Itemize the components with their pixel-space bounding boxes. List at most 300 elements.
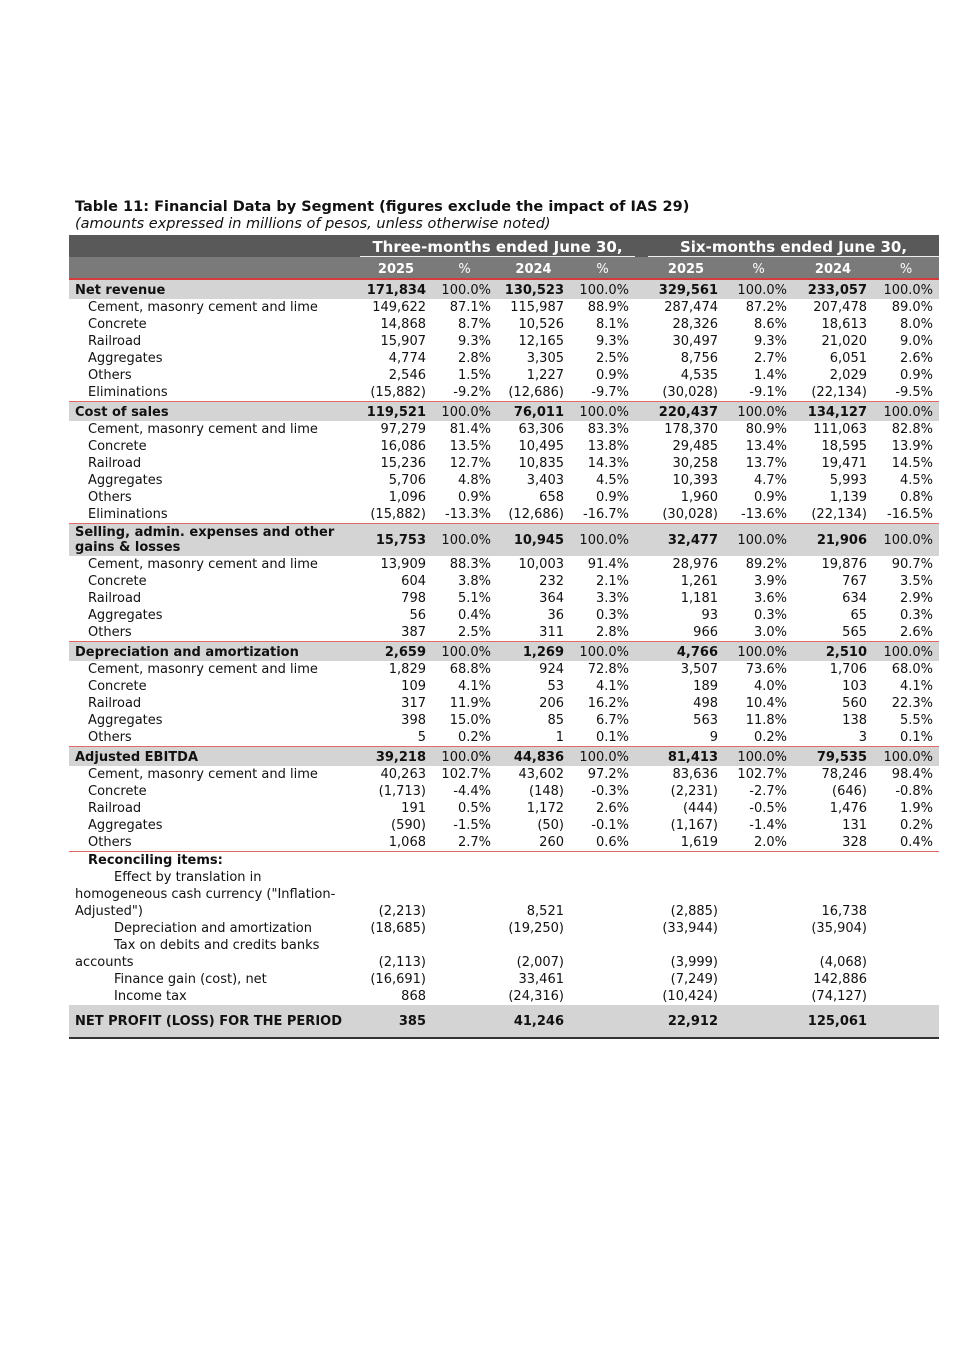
column-gap: [635, 800, 648, 817]
value-6m-2025: 1,619: [680, 835, 718, 850]
column-gap: [635, 367, 648, 384]
value-6m-2025: 498: [693, 696, 718, 711]
row-label: Concrete: [88, 439, 147, 454]
pct-6m-2025: 9.3%: [753, 334, 787, 349]
value-3m-2024: 232: [539, 574, 564, 589]
pct-6m-2024: 14.5%: [891, 456, 934, 471]
pct-3m-2025: 0.4%: [457, 608, 491, 623]
value-6m-2025: 178,370: [664, 422, 718, 437]
column-gap: [635, 766, 648, 783]
value-6m-2024: (22,134): [811, 385, 867, 400]
pct-3m-2025: 9.3%: [457, 334, 491, 349]
value-3m-2024: 10,526: [518, 317, 564, 332]
value-3m-2024: 63,306: [518, 422, 564, 437]
value-3m-2025: 14,868: [380, 317, 426, 332]
value-6m-2025: (444): [683, 801, 718, 816]
pct-6m-2025: 0.9%: [753, 490, 787, 505]
table-row: [69, 729, 939, 747]
column-gap: [635, 661, 648, 678]
col-3m-2024-pct: %: [570, 257, 635, 280]
pct-6m-2025: 0.2%: [753, 730, 787, 745]
reconciling-row: [69, 937, 939, 971]
pct-3m-2025: 0.5%: [457, 801, 491, 816]
empty-cell: [793, 852, 873, 870]
pct-6m-2025: 3.6%: [753, 591, 787, 606]
value-6m-2025: 81,413: [648, 747, 724, 767]
row-label: Others: [88, 490, 132, 505]
value-6m-2025: 9: [709, 730, 718, 745]
pct-6m-2025: 1.4%: [753, 368, 787, 383]
section-row: [69, 642, 939, 662]
value-6m-2024: 131: [842, 818, 867, 833]
pct-3m-2024: 100.0%: [570, 524, 635, 557]
value-6m-2024: 19,876: [821, 557, 867, 572]
value-6m-2024: 21,020: [821, 334, 867, 349]
pct-6m-2025: -9.1%: [749, 385, 787, 400]
column-gap: [635, 333, 648, 350]
table-subtitle: (amounts expressed in millions of pesos, unless otherwise noted): [75, 216, 551, 232]
pct-3m-2025: 81.4%: [449, 422, 491, 437]
table-row: [69, 800, 939, 817]
pct-6m-2024: 4.1%: [900, 679, 934, 694]
value-6m-2024: 1,706: [829, 662, 867, 677]
value-6m-2025: 29,485: [672, 439, 718, 454]
value-3m-2025: 2,659: [360, 642, 432, 662]
empty-cell: [635, 852, 648, 870]
pct-3m-2025: [432, 988, 497, 1005]
row-label: Railroad: [88, 696, 142, 711]
pct-3m-2025: 100.0%: [432, 642, 497, 662]
column-gap: [635, 642, 648, 662]
value-3m-2025: 385: [360, 1005, 432, 1038]
pct-6m-2024: 100.0%: [873, 747, 939, 767]
column-gap: [635, 834, 648, 852]
value-6m-2024: 134,127: [793, 402, 873, 422]
value-3m-2024: 1: [555, 730, 564, 745]
pct-6m-2025: 13.7%: [745, 456, 787, 471]
value-3m-2025: (590): [391, 818, 426, 833]
pct-3m-2025: [432, 920, 497, 937]
pct-3m-2025: [432, 971, 497, 988]
value-3m-2024: 3,305: [526, 351, 564, 366]
value-3m-2025: 171,834: [360, 279, 432, 299]
value-3m-2024: 658: [539, 490, 564, 505]
value-3m-2025: 398: [401, 713, 426, 728]
table-row: [69, 817, 939, 834]
column-gap: [635, 489, 648, 506]
pct-6m-2024: 100.0%: [873, 524, 939, 557]
row-label: Others: [88, 730, 132, 745]
pct-3m-2024: 100.0%: [570, 402, 635, 422]
reconciling-row: [69, 988, 939, 1005]
row-label: Net revenue: [69, 279, 360, 299]
pct-3m-2024: 0.9%: [595, 368, 629, 383]
pct-6m-2024: 2.9%: [900, 591, 934, 606]
empty-cell: [648, 852, 724, 870]
pct-3m-2024: 2.1%: [595, 574, 629, 589]
value-3m-2025: (15,882): [370, 507, 426, 522]
value-3m-2025: 5: [417, 730, 426, 745]
value-6m-2024: 125,061: [793, 1005, 873, 1038]
pct-6m-2024: [873, 1005, 939, 1038]
pct-6m-2025: -1.4%: [749, 818, 787, 833]
value-6m-2025: 966: [693, 625, 718, 640]
pct-3m-2025: 87.1%: [449, 300, 491, 315]
row-label: Railroad: [88, 334, 142, 349]
pct-6m-2024: 22.3%: [891, 696, 934, 711]
pct-6m-2024: 0.3%: [900, 608, 934, 623]
value-6m-2024: (4,068): [819, 955, 867, 970]
col-6m-2025-pct: %: [724, 257, 793, 280]
pct-3m-2025: 100.0%: [432, 402, 497, 422]
table-row: [69, 607, 939, 624]
value-6m-2024: 207,478: [813, 300, 867, 315]
pct-6m-2025: 4.7%: [753, 473, 787, 488]
pct-3m-2024: 4.1%: [595, 679, 629, 694]
column-gap: [635, 472, 648, 489]
pct-6m-2025: [724, 869, 793, 920]
table-row: [69, 506, 939, 524]
pct-6m-2025: 89.2%: [745, 557, 787, 572]
pct-3m-2024: 4.5%: [595, 473, 629, 488]
pct-3m-2024: 9.3%: [595, 334, 629, 349]
header-three-months: Three-months ended June 30,: [360, 235, 635, 257]
pct-6m-2024: [873, 988, 939, 1005]
table-row: [69, 316, 939, 333]
value-6m-2024: 78,246: [821, 767, 867, 782]
column-gap: [635, 556, 648, 573]
empty-cell: [873, 852, 939, 870]
col-6m-2024: 2024: [793, 257, 873, 280]
table-row: [69, 421, 939, 438]
value-3m-2024: 10,835: [518, 456, 564, 471]
pct-3m-2025: [432, 937, 497, 971]
pct-3m-2024: 2.6%: [595, 801, 629, 816]
pct-3m-2024: 0.3%: [595, 608, 629, 623]
value-3m-2025: 317: [401, 696, 426, 711]
pct-3m-2025: 88.3%: [449, 557, 491, 572]
value-3m-2025: 1,829: [388, 662, 426, 677]
pct-3m-2025: 2.8%: [457, 351, 491, 366]
table-row: [69, 678, 939, 695]
reconciling-row: [69, 971, 939, 988]
row-label: Cement, masonry cement and lime: [88, 767, 318, 782]
value-6m-2024: 1,139: [829, 490, 867, 505]
table-row: [69, 624, 939, 642]
header-period-row: [69, 235, 939, 257]
row-label: Railroad: [88, 801, 142, 816]
pct-6m-2024: [873, 920, 939, 937]
value-6m-2024: (22,134): [811, 507, 867, 522]
value-6m-2024: (646): [832, 784, 867, 799]
pct-6m-2024: 3.5%: [900, 574, 934, 589]
value-3m-2025: (16,691): [370, 972, 426, 987]
column-gap: [635, 299, 648, 316]
row-label: Concrete: [88, 784, 147, 799]
value-3m-2025: (1,713): [378, 784, 426, 799]
value-3m-2025: 39,218: [360, 747, 432, 767]
pct-6m-2025: 87.2%: [745, 300, 787, 315]
column-gap: [635, 869, 648, 920]
row-label: Cost of sales: [69, 402, 360, 422]
column-gap: [635, 524, 648, 557]
pct-3m-2025: 12.7%: [449, 456, 491, 471]
pct-6m-2025: 100.0%: [724, 524, 793, 557]
row-label: Concrete: [88, 317, 147, 332]
row-label: Aggregates: [88, 473, 163, 488]
pct-3m-2025: 0.9%: [457, 490, 491, 505]
row-label: Aggregates: [88, 713, 163, 728]
value-3m-2024: (50): [537, 818, 564, 833]
value-3m-2024: 3,403: [526, 473, 564, 488]
value-3m-2024: 53: [547, 679, 564, 694]
value-3m-2024: 924: [539, 662, 564, 677]
pct-3m-2024: 3.3%: [595, 591, 629, 606]
row-label: Cement, masonry cement and lime: [88, 557, 318, 572]
value-6m-2025: (3,999): [670, 955, 718, 970]
pct-3m-2025: 68.8%: [449, 662, 491, 677]
pct-6m-2025: 100.0%: [724, 279, 793, 299]
value-6m-2025: 329,561: [648, 279, 724, 299]
row-label: Concrete: [88, 679, 147, 694]
value-6m-2025: 1,960: [680, 490, 718, 505]
pct-6m-2025: -0.5%: [749, 801, 787, 816]
value-3m-2024: 10,003: [518, 557, 564, 572]
table-row: [69, 573, 939, 590]
pct-6m-2025: [724, 988, 793, 1005]
row-label: Tax on debits and credits banks accounts: [75, 938, 320, 970]
row-label: Aggregates: [88, 351, 163, 366]
pct-6m-2024: -0.8%: [895, 784, 934, 799]
pct-6m-2024: 9.0%: [900, 334, 934, 349]
value-6m-2025: 93: [701, 608, 718, 623]
pct-3m-2024: -0.1%: [591, 818, 629, 833]
table-title: Table 11: Financial Data by Segment (figures exclude the impact of IAS 29): [75, 199, 690, 215]
value-3m-2024: 33,461: [518, 972, 564, 987]
value-6m-2024: 3: [858, 730, 867, 745]
value-6m-2024: 560: [842, 696, 867, 711]
value-3m-2024: 1,227: [526, 368, 564, 383]
pct-6m-2024: 1.9%: [900, 801, 934, 816]
pct-3m-2024: 2.8%: [595, 625, 629, 640]
pct-6m-2024: 5.5%: [900, 713, 934, 728]
table-row: [69, 299, 939, 316]
value-3m-2024: 12,165: [518, 334, 564, 349]
value-3m-2025: 4,774: [388, 351, 426, 366]
row-label: Others: [88, 368, 132, 383]
value-3m-2025: 5,706: [388, 473, 426, 488]
value-3m-2024: 44,836: [497, 747, 570, 767]
pct-6m-2025: 102.7%: [737, 767, 787, 782]
pct-6m-2025: 100.0%: [724, 642, 793, 662]
column-gap: [635, 573, 648, 590]
value-6m-2025: 4,766: [648, 642, 724, 662]
column-gap: [635, 438, 648, 455]
row-label: Finance gain (cost), net: [114, 972, 267, 987]
row-label: Adjusted EBITDA: [69, 747, 360, 767]
value-6m-2024: 634: [842, 591, 867, 606]
pct-3m-2025: 100.0%: [432, 524, 497, 557]
col-3m-2025: 2025: [360, 257, 432, 280]
column-gap: [635, 455, 648, 472]
value-6m-2024: 5,993: [829, 473, 867, 488]
pct-3m-2025: 100.0%: [432, 279, 497, 299]
empty-cell: [360, 852, 432, 870]
column-gap: [635, 1005, 648, 1038]
pct-6m-2025: -2.7%: [749, 784, 787, 799]
pct-3m-2024: [570, 971, 635, 988]
col-6m-2024-pct: %: [873, 257, 939, 280]
value-6m-2025: 10,393: [672, 473, 718, 488]
table-row: [69, 367, 939, 384]
value-6m-2024: 2,029: [829, 368, 867, 383]
pct-3m-2025: [432, 869, 497, 920]
pct-6m-2024: 13.9%: [891, 439, 934, 454]
column-gap: [635, 695, 648, 712]
value-6m-2025: (2,231): [670, 784, 718, 799]
table-row: [69, 590, 939, 607]
header-six-months: Six-months ended June 30,: [648, 235, 939, 257]
pct-3m-2025: 0.2%: [457, 730, 491, 745]
column-gap: [635, 817, 648, 834]
value-3m-2025: 97,279: [380, 422, 426, 437]
value-3m-2024: 260: [539, 835, 564, 850]
value-3m-2024: 1,172: [526, 801, 564, 816]
pct-6m-2024: -16.5%: [887, 507, 934, 522]
pct-3m-2025: 3.8%: [457, 574, 491, 589]
value-3m-2025: 191: [401, 801, 426, 816]
reconciling-heading: Reconciling items:: [69, 852, 360, 870]
column-gap: [635, 607, 648, 624]
pct-6m-2024: 100.0%: [873, 402, 939, 422]
value-6m-2024: 18,595: [821, 439, 867, 454]
value-6m-2024: 79,535: [793, 747, 873, 767]
value-6m-2025: 30,258: [672, 456, 718, 471]
pct-3m-2024: 0.6%: [595, 835, 629, 850]
value-6m-2025: (2,885): [670, 904, 718, 919]
row-label: Others: [88, 625, 132, 640]
column-gap: [635, 937, 648, 971]
pct-6m-2025: 13.4%: [745, 439, 787, 454]
value-3m-2025: 149,622: [372, 300, 426, 315]
value-3m-2024: (12,686): [508, 507, 564, 522]
value-3m-2025: (2,113): [378, 955, 426, 970]
pct-6m-2025: 73.6%: [745, 662, 787, 677]
value-3m-2025: 2,546: [388, 368, 426, 383]
pct-6m-2025: 3.0%: [753, 625, 787, 640]
value-3m-2025: 387: [401, 625, 426, 640]
table-row: [69, 712, 939, 729]
pct-6m-2024: 0.1%: [900, 730, 934, 745]
pct-3m-2025: 4.8%: [457, 473, 491, 488]
value-3m-2024: (24,316): [508, 989, 564, 1004]
value-6m-2024: 767: [842, 574, 867, 589]
pct-6m-2025: [724, 971, 793, 988]
value-6m-2025: (30,028): [662, 507, 718, 522]
pct-3m-2024: 100.0%: [570, 279, 635, 299]
value-3m-2024: 76,011: [497, 402, 570, 422]
table-row: [69, 384, 939, 402]
section-row: [69, 402, 939, 422]
row-label: Railroad: [88, 456, 142, 471]
value-3m-2025: 798: [401, 591, 426, 606]
pct-3m-2024: 14.3%: [587, 456, 629, 471]
value-6m-2024: 16,738: [821, 904, 867, 919]
pct-6m-2025: [724, 920, 793, 937]
pct-3m-2025: 102.7%: [441, 767, 491, 782]
pct-3m-2024: 2.5%: [595, 351, 629, 366]
value-3m-2025: 1,096: [388, 490, 426, 505]
pct-6m-2025: 100.0%: [724, 747, 793, 767]
table-row: [69, 661, 939, 678]
pct-6m-2025: 0.3%: [753, 608, 787, 623]
value-6m-2024: 233,057: [793, 279, 873, 299]
table-row: [69, 783, 939, 800]
value-6m-2024: 138: [842, 713, 867, 728]
pct-6m-2024: [873, 869, 939, 920]
value-6m-2025: 28,326: [672, 317, 718, 332]
pct-6m-2024: 2.6%: [900, 351, 934, 366]
value-3m-2025: 13,909: [380, 557, 426, 572]
value-6m-2024: 19,471: [821, 456, 867, 471]
value-6m-2024: 565: [842, 625, 867, 640]
pct-6m-2024: [873, 937, 939, 971]
column-gap: [635, 678, 648, 695]
pct-3m-2025: 8.7%: [457, 317, 491, 332]
row-label: Railroad: [88, 591, 142, 606]
pct-3m-2024: -0.3%: [591, 784, 629, 799]
pct-3m-2024: [570, 869, 635, 920]
value-3m-2024: (2,007): [516, 955, 564, 970]
row-label: Cement, masonry cement and lime: [88, 662, 318, 677]
row-label: Aggregates: [88, 818, 163, 833]
header-blank: [69, 235, 360, 257]
col-3m-2025-pct: %: [432, 257, 497, 280]
column-gap: [635, 920, 648, 937]
pct-6m-2025: 80.9%: [745, 422, 787, 437]
pct-3m-2025: 2.5%: [457, 625, 491, 640]
pct-3m-2024: 6.7%: [595, 713, 629, 728]
value-6m-2025: 3,507: [680, 662, 718, 677]
column-gap: [635, 402, 648, 422]
pct-6m-2025: 8.6%: [753, 317, 787, 332]
pct-3m-2025: -13.3%: [445, 507, 491, 522]
pct-3m-2025: 2.7%: [457, 835, 491, 850]
pct-3m-2024: [570, 920, 635, 937]
table-row: [69, 472, 939, 489]
table-row: [69, 438, 939, 455]
pct-6m-2025: 100.0%: [724, 402, 793, 422]
pct-6m-2025: 4.0%: [753, 679, 787, 694]
value-6m-2024: 18,613: [821, 317, 867, 332]
pct-6m-2025: 2.7%: [753, 351, 787, 366]
pct-3m-2024: 100.0%: [570, 747, 635, 767]
col-3m-2024: 2024: [497, 257, 570, 280]
row-label: Effect by translation in homogeneous cash currency ("Inflation-Adjusted"): [75, 870, 336, 919]
value-3m-2025: 1,068: [388, 835, 426, 850]
value-6m-2024: 6,051: [829, 351, 867, 366]
reconciling-heading-row: [69, 852, 939, 870]
pct-3m-2025: -1.5%: [453, 818, 491, 833]
pct-3m-2025: 11.9%: [449, 696, 491, 711]
value-6m-2025: 83,636: [672, 767, 718, 782]
value-6m-2024: 328: [842, 835, 867, 850]
pct-6m-2024: 100.0%: [873, 642, 939, 662]
column-gap: [635, 350, 648, 367]
pct-6m-2024: 2.6%: [900, 625, 934, 640]
row-label: Concrete: [88, 574, 147, 589]
value-3m-2025: 119,521: [360, 402, 432, 422]
